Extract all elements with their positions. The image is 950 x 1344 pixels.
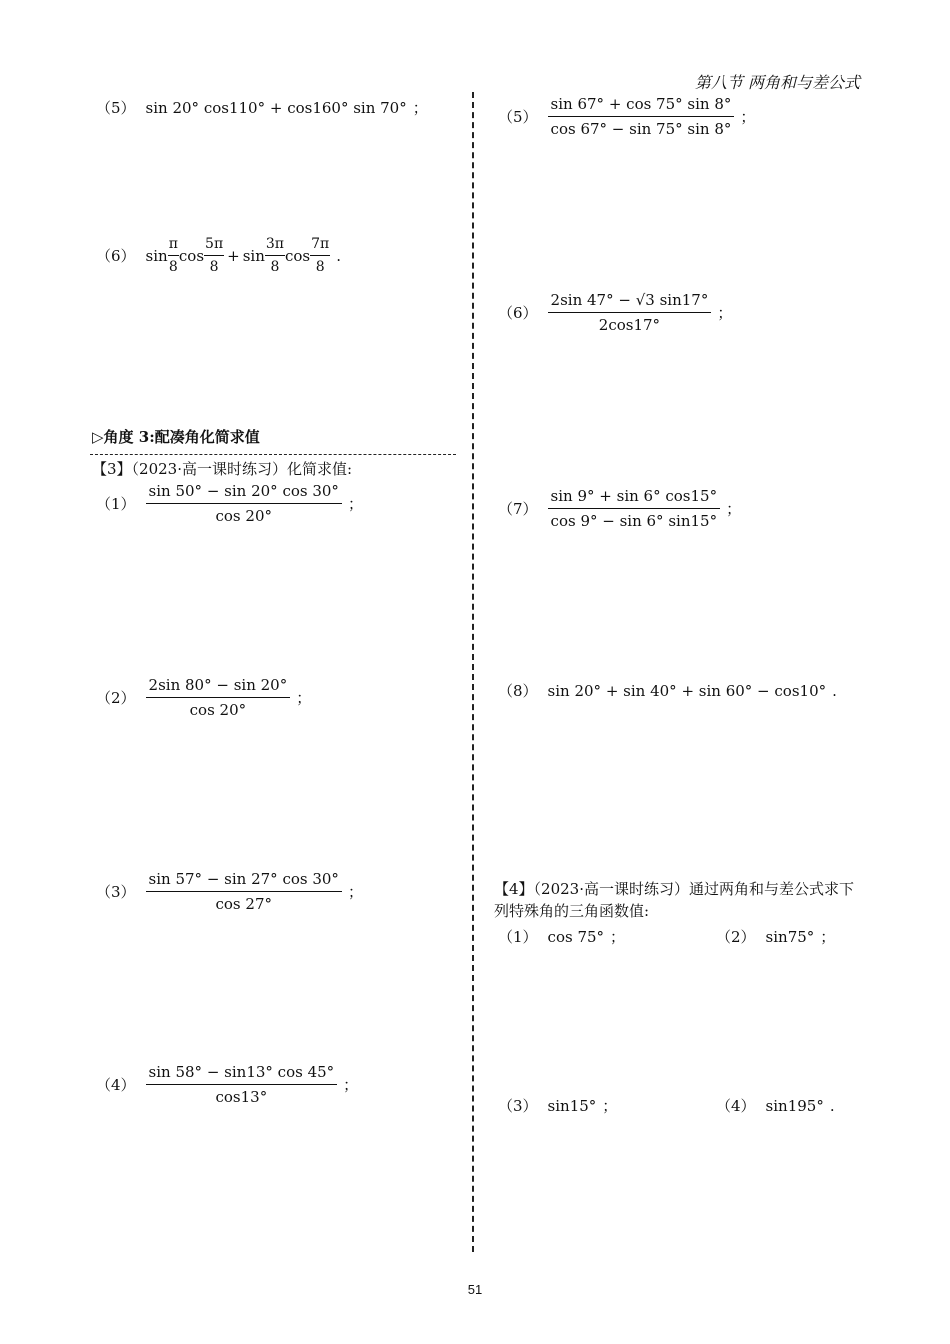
punctuation: ； [602, 1097, 618, 1115]
sin-token: sin [145, 246, 168, 265]
problem-3-item-1 [96, 482, 363, 525]
punctuation: ； [726, 500, 742, 518]
fraction [146, 870, 342, 913]
punctuation: ； [296, 689, 312, 707]
item-number: （4） [96, 1076, 136, 1094]
item-number: （1） [498, 928, 538, 946]
item-number: （2） [716, 928, 756, 946]
fraction [146, 676, 291, 719]
numerator: 7π [310, 236, 330, 256]
numerator: sin 57° − sin 27° cos 30° [146, 870, 342, 892]
right-item-8 [498, 680, 837, 701]
sin-token: sin [242, 246, 265, 265]
item-number: （5） [96, 99, 136, 117]
numerator: 2sin 47° − √3 sin17° [548, 291, 712, 313]
problem-4-heading: 【4】（2023·高一课时练习）通过两角和与差公式求下列特殊角的三角函数值: [494, 880, 854, 920]
column-divider [472, 92, 474, 1252]
fraction [548, 95, 735, 138]
numerator: sin 50° − sin 20° cos 30° [146, 482, 342, 504]
fraction [265, 236, 285, 275]
section-title: ▷角度 3:配凑角化简求值 [92, 428, 260, 446]
punctuation: ； [820, 928, 836, 946]
denominator: cos13° [215, 1088, 268, 1106]
problem-4-item-2 [716, 926, 835, 947]
item-number: （1） [96, 495, 136, 513]
punctuation: ； [347, 883, 363, 901]
numerator: sin 58° − sin13° cos 45° [146, 1063, 338, 1085]
section-divider [90, 454, 456, 455]
denominator: 8 [315, 259, 325, 275]
denominator: 8 [270, 259, 280, 275]
left-item-5 [96, 97, 428, 118]
punctuation: . [336, 246, 342, 265]
cos-token: cos [178, 246, 205, 265]
denominator: 8 [209, 259, 219, 275]
right-item-6 [498, 291, 732, 334]
numerator: π [168, 236, 179, 256]
numerator: sin 67° + cos 75° sin 8° [548, 95, 735, 117]
item-number: （8） [498, 682, 538, 700]
cos-token: cos [285, 246, 311, 265]
numerator: 2sin 80° − sin 20° [146, 676, 291, 698]
item-number: （2） [96, 689, 136, 707]
problem-3-item-3 [96, 870, 363, 913]
problem-4-item-1 [498, 926, 625, 947]
punctuation: . [832, 681, 837, 700]
denominator: cos 9° − sin 6° sin15° [550, 512, 718, 530]
fraction [310, 236, 330, 275]
numerator: 5π [204, 236, 224, 256]
numerator: sin 9° + sin 6° cos15° [548, 487, 721, 509]
denominator: cos 27° [215, 895, 272, 913]
problem-4-item-3 [498, 1095, 617, 1116]
punctuation: ； [347, 495, 363, 513]
problem-3-item-4 [96, 1063, 358, 1106]
denominator: cos 20° [189, 701, 247, 719]
expression: sin75° [765, 927, 815, 946]
denominator: 2cos17° [598, 316, 661, 334]
left-item-6 [96, 236, 341, 275]
expression: sin 20° cos110° + cos160° sin 70° [145, 98, 407, 117]
punctuation: ； [717, 304, 733, 322]
item-number: （5） [498, 108, 538, 126]
page-number: 51 [467, 1282, 483, 1297]
fraction [548, 291, 712, 334]
problem-4-item-4 [716, 1095, 835, 1116]
numerator: 3π [265, 236, 285, 256]
punctuation: ； [412, 99, 428, 117]
fraction [548, 487, 721, 530]
item-number: （3） [96, 883, 136, 901]
expression: cos 75° [547, 927, 605, 946]
denominator: 8 [168, 259, 178, 275]
fraction [146, 482, 342, 525]
expression: sin 20° + sin 40° + sin 60° − cos10° [547, 681, 827, 700]
denominator: cos 20° [215, 507, 272, 525]
expression: sin15° [547, 1096, 597, 1115]
punctuation: ； [740, 108, 756, 126]
plus-token: + [227, 246, 240, 265]
punctuation: ； [610, 928, 626, 946]
punctuation: ； [343, 1076, 359, 1094]
item-number: （6） [498, 304, 538, 322]
item-number: （3） [498, 1097, 538, 1115]
page-header-title: 第八节 两角和与差公式 [694, 73, 860, 92]
denominator: cos 67° − sin 75° sin 8° [550, 120, 732, 138]
right-item-5 [498, 95, 755, 138]
item-number: （4） [716, 1097, 756, 1115]
punctuation: . [829, 1096, 835, 1115]
fraction [168, 236, 179, 275]
fraction [204, 236, 224, 275]
expression: sin195° [765, 1096, 824, 1115]
problem-3-heading: 【3】（2023·高一课时练习）化简求值: [92, 460, 353, 478]
item-number: （6） [96, 247, 136, 265]
fraction [146, 1063, 338, 1106]
right-item-7 [498, 487, 741, 530]
problem-3-item-2 [96, 676, 311, 719]
item-number: （7） [498, 500, 538, 518]
